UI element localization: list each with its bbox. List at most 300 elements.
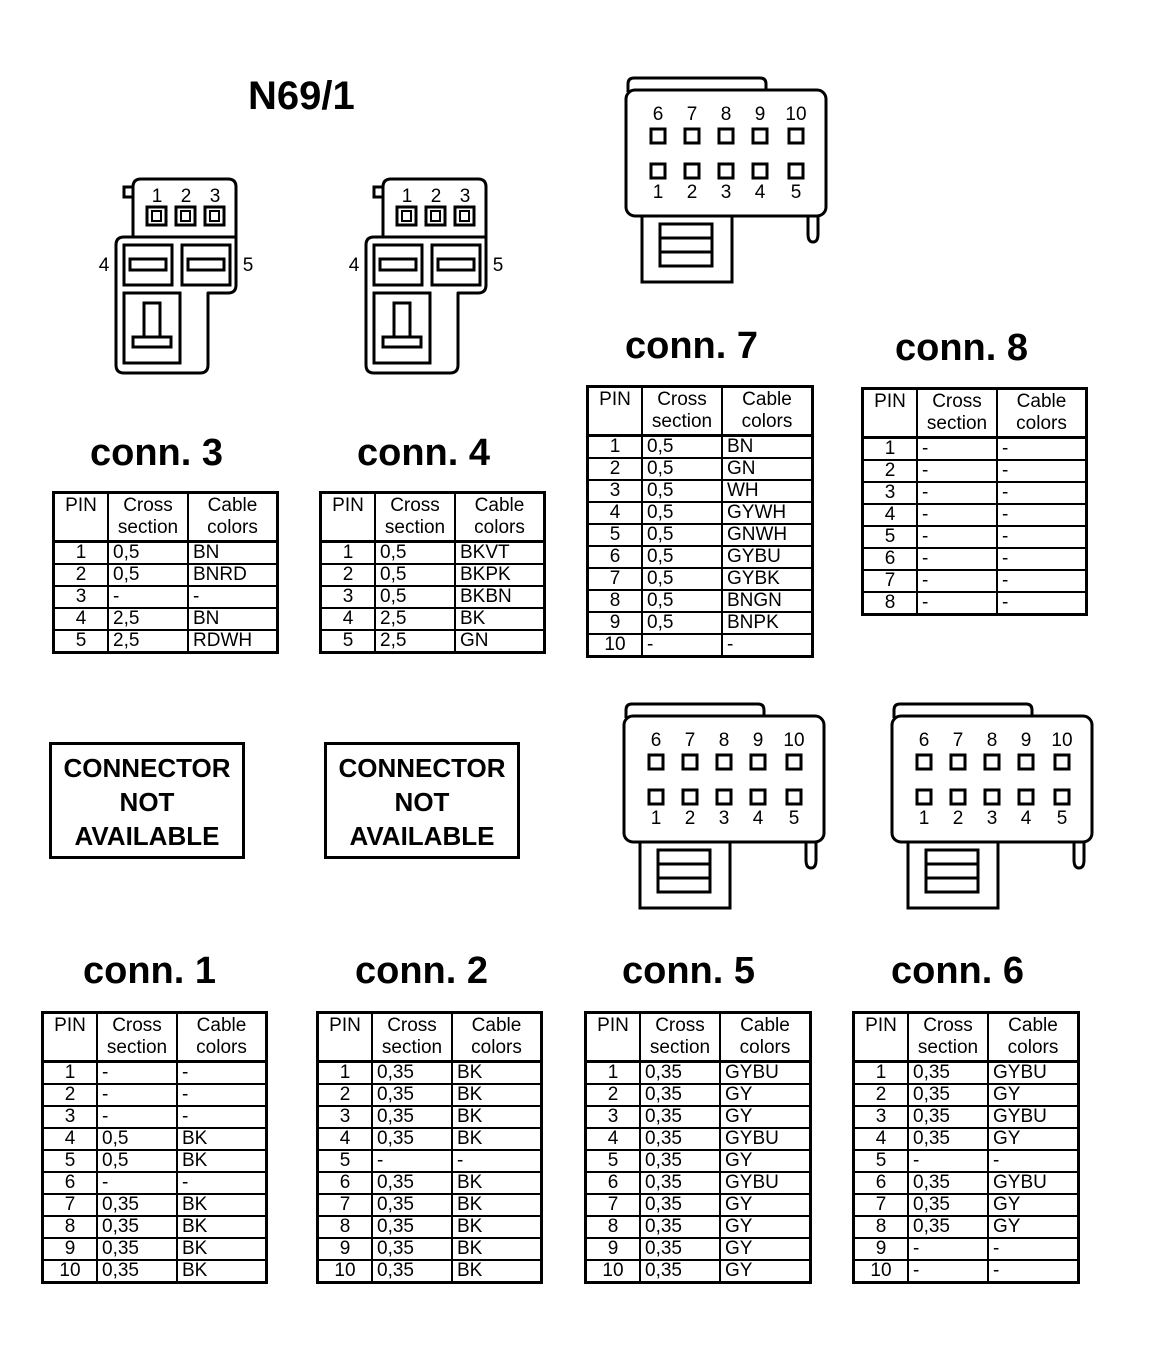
cable-color-value: GY	[988, 1128, 1079, 1150]
table-row	[54, 586, 278, 608]
pin-number: 5	[54, 630, 109, 653]
pin-number: 4	[54, 608, 109, 630]
pin-number: 4	[318, 1128, 373, 1150]
pin-number: 9	[588, 612, 643, 634]
cross-section-value: 0,35	[640, 1062, 720, 1085]
cross-section-value: 2,5	[375, 630, 455, 653]
cable-color-value: -	[452, 1150, 542, 1172]
pin-label: 6	[650, 730, 662, 751]
pin-label: 9	[1020, 730, 1032, 751]
cable-color-value: GY	[988, 1194, 1079, 1216]
table-row	[43, 1084, 267, 1106]
locking-clip-base	[133, 337, 171, 347]
pin-socket	[951, 755, 965, 769]
cable-color-value: -	[997, 548, 1087, 570]
pin-number: 1	[586, 1062, 641, 1085]
cable-color-value: -	[988, 1150, 1079, 1172]
table-row	[318, 1084, 542, 1106]
cable-color-value: GYBU	[988, 1172, 1079, 1194]
pin-label: 4	[1020, 808, 1032, 829]
pin-socket	[683, 755, 697, 769]
pin-socket	[683, 790, 697, 804]
table-row	[586, 1260, 811, 1283]
latch-window	[926, 850, 978, 892]
pin-number: 3	[43, 1106, 98, 1128]
pin-label: 7	[952, 730, 964, 751]
cable-color-value: GYBU	[722, 546, 813, 568]
cross-section-value: -	[917, 548, 997, 570]
pin-label: 2	[952, 808, 964, 829]
cable-color-value: GY	[720, 1084, 811, 1106]
cable-color-value: BN	[722, 436, 813, 459]
pin-socket	[751, 755, 765, 769]
cable-color-value: BKPK	[455, 564, 545, 586]
cross-section-value: 0,35	[372, 1128, 452, 1150]
table-row	[863, 548, 1087, 570]
cross-section-value: 0,5	[642, 458, 722, 480]
table-row	[43, 1172, 267, 1194]
conn2-title: conn. 2	[355, 950, 489, 992]
table-row	[854, 1084, 1079, 1106]
cable-color-value: -	[997, 438, 1087, 461]
table-row	[588, 480, 813, 502]
cable-color-value: BKBN	[455, 586, 545, 608]
pin-number: 9	[318, 1238, 373, 1260]
pin-number: 4	[321, 608, 376, 630]
col-cable-colors-header: Cable colors	[188, 493, 278, 542]
table-row	[318, 1106, 542, 1128]
cross-section-value: -	[908, 1150, 988, 1172]
cross-section-value: 0,35	[640, 1106, 720, 1128]
pin-number: 6	[588, 546, 643, 568]
cable-color-value: GYBU	[720, 1172, 811, 1194]
pin-number: 8	[43, 1216, 98, 1238]
pin-socket	[753, 129, 767, 143]
pin-label: 3	[718, 808, 730, 829]
locking-clip	[144, 303, 160, 337]
cross-section-value: -	[917, 460, 997, 482]
pin-number: 8	[588, 590, 643, 612]
col-cross-section-header: Cross section	[108, 493, 188, 542]
table-row	[863, 592, 1087, 615]
col-pin-header: PIN	[588, 387, 643, 436]
pin-label: 3	[986, 808, 998, 829]
pin-label: 4	[752, 808, 764, 829]
connector-4-drawing	[340, 175, 510, 380]
table-row	[321, 608, 545, 630]
cable-color-value: BKVT	[455, 542, 545, 565]
col-cable-colors-header: Cable colors	[722, 387, 813, 436]
col-cross-section-header: Cross section	[372, 1013, 452, 1062]
pin-number: 4	[586, 1128, 641, 1150]
pin-socket	[651, 164, 665, 178]
power-pin-blade	[438, 259, 474, 270]
pin-socket	[717, 790, 731, 804]
cable-color-value: -	[997, 570, 1087, 592]
table-row	[854, 1150, 1079, 1172]
cross-section-value: -	[917, 592, 997, 615]
cross-section-value: 0,5	[642, 502, 722, 524]
cable-color-value: -	[177, 1084, 267, 1106]
cable-color-value: GY	[720, 1260, 811, 1283]
pin-number: 7	[586, 1194, 641, 1216]
cross-section-value: -	[908, 1238, 988, 1260]
cross-section-value: -	[908, 1260, 988, 1283]
cross-section-value: 0,35	[640, 1128, 720, 1150]
pin-number: 10	[318, 1260, 373, 1283]
cable-color-value: BK	[177, 1194, 267, 1216]
cross-section-value: 0,5	[642, 568, 722, 590]
pin-socket	[1055, 755, 1069, 769]
conn8-table	[861, 387, 1088, 616]
conn6-title: conn. 6	[891, 950, 1025, 992]
col-pin-header: PIN	[586, 1013, 641, 1062]
cross-section-value: -	[642, 634, 722, 657]
table-row	[54, 542, 278, 565]
latch-window	[660, 224, 712, 266]
pin-label: 10	[783, 730, 805, 751]
table-row	[318, 1062, 542, 1085]
pin-socket	[985, 755, 999, 769]
cross-section-value: 0,35	[372, 1260, 452, 1283]
pin-number: 2	[321, 564, 376, 586]
conn5-table	[584, 1011, 812, 1284]
table-row	[54, 608, 278, 630]
pin-label: 1	[650, 808, 662, 829]
table-row	[588, 502, 813, 524]
cross-section-value: 0,35	[908, 1106, 988, 1128]
pin-number: 10	[854, 1260, 909, 1283]
connector-not-available-box	[324, 742, 520, 859]
col-pin-header: PIN	[318, 1013, 373, 1062]
cross-section-value: -	[372, 1150, 452, 1172]
cross-section-value: 0,5	[108, 542, 188, 565]
cable-color-value: RDWH	[188, 630, 278, 653]
table-row	[318, 1150, 542, 1172]
table-row	[854, 1062, 1079, 1085]
pin-label: 3	[720, 182, 732, 203]
cross-section-value: 0,5	[375, 564, 455, 586]
conn1-title: conn. 1	[83, 950, 217, 992]
pin-socket	[917, 790, 931, 804]
cable-color-value: BNPK	[722, 612, 813, 634]
pin-number: 7	[588, 568, 643, 590]
cable-color-value: BN	[188, 542, 278, 565]
pin-number: 2	[863, 460, 918, 482]
table-row	[586, 1128, 811, 1150]
table-row	[321, 564, 545, 586]
cable-color-value: GY	[720, 1238, 811, 1260]
cross-section-value: 0,35	[640, 1194, 720, 1216]
cross-section-value: 0,5	[642, 480, 722, 502]
col-cable-colors-header: Cable colors	[720, 1013, 811, 1062]
pin-socket-inner	[402, 211, 411, 221]
cable-color-value: WH	[722, 480, 813, 502]
pin-number: 3	[863, 482, 918, 504]
cross-section-value: 0,5	[642, 546, 722, 568]
pin-number: 3	[586, 1106, 641, 1128]
pin-label: 5	[788, 808, 800, 829]
pin-socket	[1019, 790, 1033, 804]
pin-label: 3	[459, 186, 471, 207]
power-pin-blade	[188, 259, 224, 270]
table-row	[318, 1128, 542, 1150]
table-row	[854, 1238, 1079, 1260]
cross-section-value: 0,5	[97, 1128, 177, 1150]
cable-color-value: -	[997, 504, 1087, 526]
cable-color-value: BNGN	[722, 590, 813, 612]
pin-number: 2	[318, 1084, 373, 1106]
pin-socket	[789, 129, 803, 143]
pin-label: 8	[718, 730, 730, 751]
table-row	[588, 568, 813, 590]
pin-number: 1	[43, 1062, 98, 1085]
pin-number: 7	[854, 1194, 909, 1216]
col-cable-colors-header: Cable colors	[452, 1013, 542, 1062]
cable-color-value: -	[177, 1062, 267, 1085]
pin-number: 2	[854, 1084, 909, 1106]
pin-number: 10	[586, 1260, 641, 1283]
table-row	[854, 1172, 1079, 1194]
table-row	[43, 1260, 267, 1283]
pin-label: 1	[401, 186, 413, 207]
pin-label: 2	[686, 182, 698, 203]
cross-section-value: 0,5	[375, 542, 455, 565]
table-row	[321, 630, 545, 653]
cable-color-value: BK	[452, 1238, 542, 1260]
pin-socket	[985, 790, 999, 804]
table-row	[586, 1084, 811, 1106]
latch-window	[658, 850, 710, 892]
pin-socket	[787, 755, 801, 769]
cross-section-value: 0,5	[108, 564, 188, 586]
col-cable-colors-header: Cable colors	[177, 1013, 267, 1062]
cable-color-value: GY	[720, 1150, 811, 1172]
table-row	[863, 460, 1087, 482]
cross-section-value: 0,35	[97, 1194, 177, 1216]
table-row	[854, 1216, 1079, 1238]
pin-number: 2	[43, 1084, 98, 1106]
conn3-table	[52, 491, 279, 654]
pin-number: 6	[586, 1172, 641, 1194]
pin-socket	[719, 164, 733, 178]
col-cross-section-header: Cross section	[642, 387, 722, 436]
cross-section-value: 0,5	[642, 436, 722, 459]
cable-color-value: BK	[177, 1238, 267, 1260]
pin-label: 7	[684, 730, 696, 751]
pin-socket	[753, 164, 767, 178]
pin-socket	[789, 164, 803, 178]
pin-label: 5	[1056, 808, 1068, 829]
connector-7-drawing	[620, 76, 835, 284]
na-line-3: AVAILABLE	[74, 821, 220, 851]
cable-color-value: GY	[988, 1216, 1079, 1238]
pin-socket-inner	[152, 211, 161, 221]
pin-label: 1	[151, 186, 163, 207]
cable-color-value: BK	[452, 1106, 542, 1128]
pin-number: 7	[863, 570, 918, 592]
cable-color-value: -	[997, 460, 1087, 482]
table-row	[854, 1128, 1079, 1150]
pin-number: 8	[863, 592, 918, 615]
pin-number: 1	[54, 542, 109, 565]
cross-section-value: -	[917, 438, 997, 461]
pin-socket	[917, 755, 931, 769]
table-row	[586, 1150, 811, 1172]
conn4-title: conn. 4	[357, 432, 491, 474]
pin-socket-inner	[460, 211, 469, 221]
pin-label: 10	[1051, 730, 1073, 751]
cross-section-value: 0,35	[640, 1150, 720, 1172]
table-row	[54, 564, 278, 586]
pin-socket	[951, 790, 965, 804]
table-row	[43, 1106, 267, 1128]
pin-number: 9	[586, 1238, 641, 1260]
pin-socket	[649, 755, 663, 769]
cross-section-value: -	[917, 504, 997, 526]
pin-socket	[649, 790, 663, 804]
pin-socket-inner	[431, 211, 440, 221]
na-line-3: AVAILABLE	[349, 821, 495, 851]
table-row	[321, 542, 545, 565]
cross-section-value: 0,35	[640, 1084, 720, 1106]
cable-color-value: GNWH	[722, 524, 813, 546]
pin-number: 6	[43, 1172, 98, 1194]
cross-section-value: -	[917, 526, 997, 548]
cross-section-value: 2,5	[375, 608, 455, 630]
table-row	[318, 1238, 542, 1260]
na-line-2: NOT	[119, 787, 175, 817]
cable-color-value: GY	[720, 1216, 811, 1238]
pin-number: 3	[854, 1106, 909, 1128]
pin-number: 2	[586, 1084, 641, 1106]
na-line-1: CONNECTOR	[63, 753, 231, 783]
cross-section-value: 0,5	[642, 524, 722, 546]
pin-label: 8	[986, 730, 998, 751]
conn7-table	[586, 385, 814, 658]
cable-color-value: BK	[177, 1260, 267, 1283]
cross-section-value: 0,35	[372, 1084, 452, 1106]
pin-socket	[685, 164, 699, 178]
cross-section-value: -	[917, 482, 997, 504]
pin-label: 2	[180, 186, 192, 207]
pin-number: 4	[588, 502, 643, 524]
cable-color-value: BK	[455, 608, 545, 630]
connector-not-available-box	[49, 742, 245, 859]
cable-color-value: GYBU	[720, 1128, 811, 1150]
pin-socket-inner	[181, 211, 190, 221]
locking-clip-base	[383, 337, 421, 347]
pin-label: 1	[918, 808, 930, 829]
cable-color-value: GYBU	[988, 1106, 1079, 1128]
cross-section-value: 0,35	[640, 1238, 720, 1260]
table-row	[588, 590, 813, 612]
cross-section-value: 0,35	[372, 1238, 452, 1260]
table-row	[54, 630, 278, 653]
table-row	[588, 634, 813, 657]
pin-number: 8	[586, 1216, 641, 1238]
table-row	[588, 524, 813, 546]
na-line-1: CONNECTOR	[338, 753, 506, 783]
cable-color-value: -	[177, 1172, 267, 1194]
cable-color-value: -	[988, 1260, 1079, 1283]
power-pin-blade	[380, 259, 416, 270]
cross-section-value: -	[97, 1172, 177, 1194]
pin-number: 8	[318, 1216, 373, 1238]
pin-socket	[787, 790, 801, 804]
pin-number: 5	[863, 526, 918, 548]
pin-number: 6	[318, 1172, 373, 1194]
col-pin-header: PIN	[43, 1013, 98, 1062]
col-cable-colors-header: Cable colors	[455, 493, 545, 542]
cross-section-value: 0,35	[908, 1128, 988, 1150]
col-cross-section-header: Cross section	[97, 1013, 177, 1062]
cable-color-value: BNRD	[188, 564, 278, 586]
cross-section-value: 0,35	[908, 1062, 988, 1085]
pin-socket	[1019, 755, 1033, 769]
cross-section-value: 0,35	[97, 1238, 177, 1260]
cable-color-value: GYBK	[722, 568, 813, 590]
table-row	[863, 438, 1087, 461]
cable-color-value: GY	[988, 1084, 1079, 1106]
conn6-table	[852, 1011, 1080, 1284]
pin-label: 2	[684, 808, 696, 829]
pin-label: 6	[652, 104, 664, 125]
locking-clip	[394, 303, 410, 337]
pin-label: 7	[686, 104, 698, 125]
pin-number: 5	[586, 1150, 641, 1172]
cable-color-value: GN	[722, 458, 813, 480]
cross-section-value: -	[917, 570, 997, 592]
connector-6-drawing	[886, 702, 1101, 910]
cable-color-value: BK	[177, 1150, 267, 1172]
pin-label: 5	[242, 255, 254, 276]
pin-label: 5	[790, 182, 802, 203]
connector-3-drawing	[90, 175, 260, 380]
cable-color-value: BK	[177, 1216, 267, 1238]
col-cable-colors-header: Cable colors	[988, 1013, 1079, 1062]
table-row	[863, 570, 1087, 592]
table-row	[43, 1062, 267, 1085]
table-row	[863, 526, 1087, 548]
cross-section-value: 2,5	[108, 608, 188, 630]
cross-section-value: 0,35	[372, 1062, 452, 1085]
pin-label: 8	[720, 104, 732, 125]
table-row	[43, 1150, 267, 1172]
cross-section-value: 2,5	[108, 630, 188, 653]
col-cross-section-header: Cross section	[908, 1013, 988, 1062]
table-row	[854, 1194, 1079, 1216]
cross-section-value: 0,35	[97, 1216, 177, 1238]
pin-number: 3	[54, 586, 109, 608]
pin-number: 10	[43, 1260, 98, 1283]
cable-color-value: -	[177, 1106, 267, 1128]
col-cross-section-header: Cross section	[375, 493, 455, 542]
cable-color-value: -	[188, 586, 278, 608]
cable-color-value: BK	[177, 1128, 267, 1150]
connector-5-drawing	[618, 702, 833, 910]
conn7-title: conn. 7	[625, 325, 759, 367]
pin-number: 5	[588, 524, 643, 546]
cable-color-value: -	[988, 1238, 1079, 1260]
cross-section-value: 0,35	[372, 1106, 452, 1128]
pin-socket	[1055, 790, 1069, 804]
cross-section-value: 0,35	[372, 1194, 452, 1216]
cross-section-value: 0,35	[640, 1172, 720, 1194]
cable-color-value: -	[997, 592, 1087, 615]
page-title: N69/1	[248, 74, 355, 118]
col-cross-section-header: Cross section	[640, 1013, 720, 1062]
